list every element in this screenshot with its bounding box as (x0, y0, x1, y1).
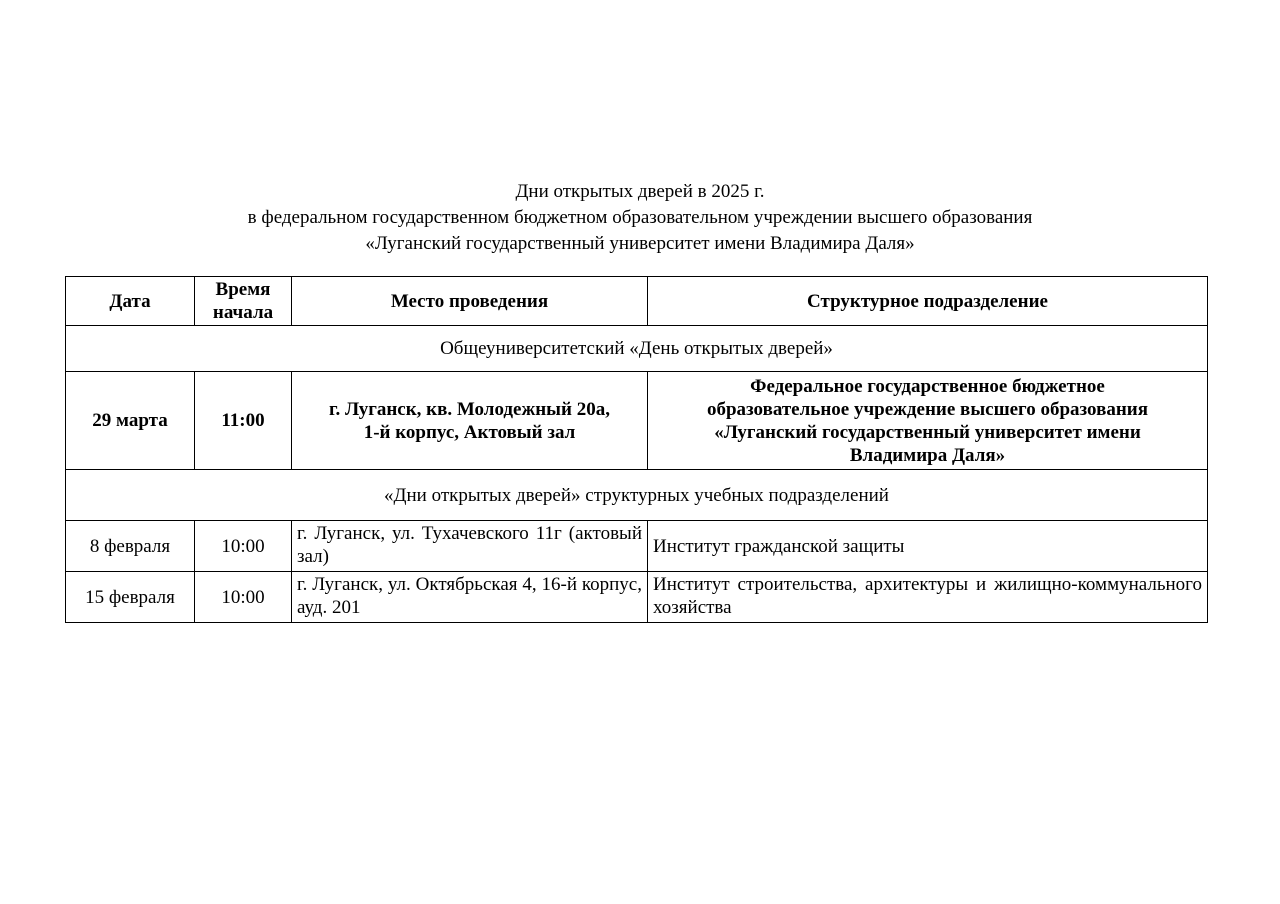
header-time-label: Время начала (212, 279, 274, 323)
heading-line-3: «Луганский государственный университет имени Владимира Даля» (365, 233, 915, 254)
heading-line-1: Дни открытых дверей в 2025 г. (515, 181, 765, 202)
table-row (66, 521, 1208, 572)
document-heading (0, 179, 1280, 257)
section-row-departments (66, 470, 1208, 521)
unit-line-3: «Луганский государственный университет имени (714, 421, 1141, 443)
header-unit: Структурное подразделение (648, 277, 1208, 326)
section-row-university (66, 326, 1208, 372)
cell-unit (648, 372, 1208, 470)
header-place: Место проведения (292, 277, 648, 326)
cell-date: 8 февраля (66, 521, 195, 572)
cell-unit: Институт строительства, архитектуры и жилищно-коммунального хозяйства (648, 572, 1208, 623)
place-line-1: г. Луганск, кв. Молодежный 20а, (329, 398, 610, 420)
place-line-2: 1-й корпус, Актовый зал (363, 421, 576, 443)
table-header-row (66, 277, 1208, 326)
cell-date: 15 февраля (66, 572, 195, 623)
unit-line-1: Федеральное государственное бюджетное (750, 375, 1105, 397)
cell-time: 11:00 (195, 372, 292, 470)
cell-unit: Институт гражданской защиты (648, 521, 1208, 572)
table-row-main (66, 372, 1208, 470)
cell-place (292, 372, 648, 470)
header-date: Дата (66, 277, 195, 326)
header-time (195, 277, 292, 326)
cell-time: 10:00 (195, 521, 292, 572)
section-title-departments: «Дни открытых дверей» структурных учебных подразделений (66, 470, 1208, 521)
cell-time: 10:00 (195, 572, 292, 623)
unit-line-4: Владимира Даля» (849, 444, 1006, 466)
schedule-table (65, 276, 1208, 623)
heading-line-2: в федеральном государственном бюджетном образовательном учреждении высшего образования (247, 207, 1033, 228)
cell-date: 29 марта (66, 372, 195, 470)
section-title-university: Общеуниверситетский «День открытых дверей» (66, 326, 1208, 372)
table-row (66, 572, 1208, 623)
cell-place: г. Луганск, ул. Тухачевского 11г (актовый зал) (292, 521, 648, 572)
cell-place: г. Луганск, ул. Октябрьская 4, 16-й корпус, ауд. 201 (292, 572, 648, 623)
unit-line-2: образовательное учреждение высшего образования (706, 398, 1149, 420)
